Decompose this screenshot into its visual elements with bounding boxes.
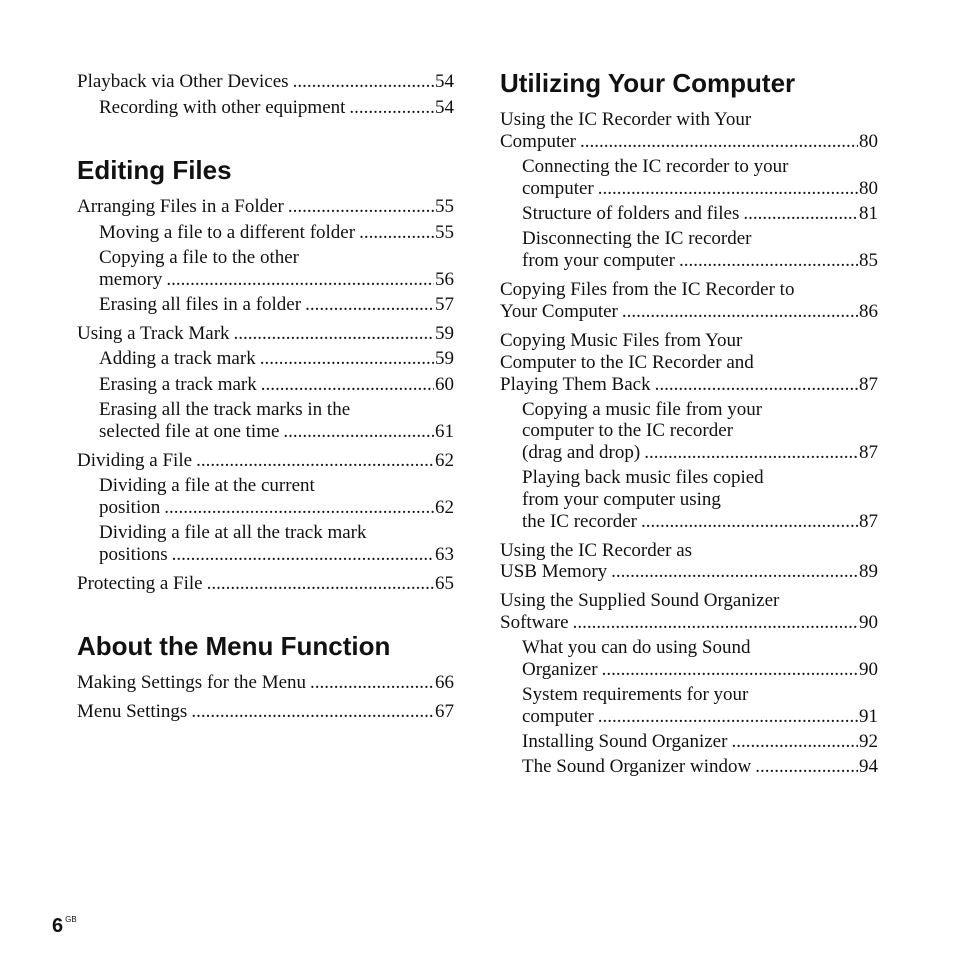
toc-entry-line[interactable]: computer to the IC recorder <box>522 420 734 441</box>
toc-entry-title: computer <box>522 178 594 199</box>
toc-page-number: 80 <box>859 178 878 199</box>
toc-entry[interactable] <box>77 450 454 472</box>
toc-page-number: 55 <box>435 222 454 243</box>
toc-entry-title: from your computer <box>522 250 676 271</box>
toc-entry[interactable] <box>522 511 878 533</box>
toc-entry-line[interactable]: Copying Music Files from Your <box>500 330 743 351</box>
toc-entry-title: Recording with other equipment <box>99 97 346 118</box>
toc-page-number: 63 <box>435 544 454 565</box>
toc-page-number: 94 <box>859 756 878 777</box>
toc-entry-title: Computer <box>500 131 576 152</box>
page-number-suffix: GB <box>65 915 77 924</box>
toc-entry-title: The Sound Organizer window <box>522 756 752 777</box>
toc-entry-line[interactable]: from your computer using <box>522 489 721 510</box>
toc-entry-title: Playing Them Back <box>500 374 651 395</box>
toc-entry[interactable] <box>99 497 454 519</box>
toc-entry-line[interactable]: Connecting the IC recorder to your <box>522 156 789 177</box>
toc-entry-line[interactable]: Copying a music file from your <box>522 399 763 420</box>
toc-page-number: 57 <box>435 294 454 315</box>
toc-entry-line[interactable]: Playing back music files copied <box>522 467 764 488</box>
toc-entry[interactable] <box>77 672 454 694</box>
toc-entry-title: Your Computer <box>500 301 618 322</box>
toc-entry[interactable] <box>99 544 454 566</box>
toc-page-number: 55 <box>435 196 454 217</box>
toc-entry[interactable] <box>522 442 878 464</box>
toc-entry[interactable] <box>522 203 878 225</box>
toc-entry[interactable] <box>500 612 878 634</box>
toc-entry-line[interactable]: What you can do using Sound <box>522 637 751 658</box>
toc-entry-line[interactable]: Computer to the IC Recorder and <box>500 352 754 373</box>
toc-entry-title: memory <box>99 269 163 290</box>
toc-page-number: 54 <box>435 71 454 92</box>
toc-entry[interactable] <box>99 97 454 119</box>
toc-entry[interactable] <box>522 756 878 778</box>
toc-entry-title: position <box>99 497 161 518</box>
toc-entry-title: Menu Settings <box>77 701 188 722</box>
toc-entry-title: Erasing all files in a folder <box>99 294 302 315</box>
toc-page-number: 89 <box>859 561 878 582</box>
toc-entry[interactable] <box>500 301 878 323</box>
toc-page-number: 92 <box>859 731 878 752</box>
toc-entry[interactable] <box>77 71 454 93</box>
toc-page-number: 91 <box>859 706 878 727</box>
toc-entry[interactable] <box>77 323 454 345</box>
toc-entry-title: Dividing a File <box>77 450 193 471</box>
toc-entry[interactable] <box>500 374 878 396</box>
toc-entry-line[interactable]: Using the IC Recorder with Your <box>500 109 752 130</box>
toc-entry-title: Making Settings for the Menu <box>77 672 307 693</box>
toc-entry-title: Moving a file to a different folder <box>99 222 356 243</box>
toc-page-number: 85 <box>859 250 878 271</box>
toc-page-number: 90 <box>859 659 878 680</box>
toc-entry[interactable] <box>522 178 878 200</box>
toc-page-number: 86 <box>859 301 878 322</box>
toc-entry-title: the IC recorder <box>522 511 637 532</box>
toc-entry-title: Arranging Files in a Folder <box>77 196 284 217</box>
toc-entry[interactable] <box>99 421 454 443</box>
toc-entry-title: computer <box>522 706 594 727</box>
toc-page-number: 87 <box>859 442 878 463</box>
toc-entry-line[interactable]: System requirements for your <box>522 684 749 705</box>
toc-entry[interactable] <box>500 131 878 153</box>
toc-page-number: 67 <box>435 701 454 722</box>
toc-entry-line[interactable]: Dividing a file at all the track mark <box>99 522 367 543</box>
toc-entry[interactable] <box>99 269 454 291</box>
toc-entry-title: Installing Sound Organizer <box>522 731 728 752</box>
toc-entry-line[interactable]: Copying Files from the IC Recorder to <box>500 279 795 300</box>
toc-entry[interactable] <box>77 573 454 595</box>
toc-entry[interactable] <box>99 374 454 396</box>
toc-entry-line[interactable]: Dividing a file at the current <box>99 475 315 496</box>
section-heading-editing-files: Editing Files <box>77 155 232 185</box>
toc-entry-line[interactable]: Using the Supplied Sound Organizer <box>500 590 780 611</box>
toc-page-number: 87 <box>859 374 878 395</box>
toc-page-number: 56 <box>435 269 454 290</box>
toc-entry[interactable] <box>522 250 878 272</box>
toc-entry-title: (drag and drop) <box>522 442 641 463</box>
toc-entry-line[interactable]: Using the IC Recorder as <box>500 540 693 561</box>
toc-page-number: 90 <box>859 612 878 633</box>
toc-page-number: 62 <box>435 497 454 518</box>
toc-entry-title: Using a Track Mark <box>77 323 230 344</box>
toc-page-number: 59 <box>435 348 454 369</box>
toc-entry[interactable] <box>522 731 878 753</box>
toc-entry[interactable] <box>99 294 454 316</box>
page-number <box>52 909 77 937</box>
toc-entry-title: Adding a track mark <box>99 348 256 369</box>
toc-entry-title: USB Memory <box>500 561 608 582</box>
toc-entry[interactable] <box>99 222 454 244</box>
toc-page-number: 87 <box>859 511 878 532</box>
toc-page-number: 60 <box>435 374 454 395</box>
toc-entry-line[interactable]: Erasing all the track marks in the <box>99 399 351 420</box>
toc-entry[interactable] <box>77 701 454 723</box>
page-number-value: 6 <box>52 915 64 937</box>
toc-page-number: 61 <box>435 421 454 442</box>
toc-entry[interactable] <box>522 659 878 681</box>
toc-entry-title: positions <box>99 544 168 565</box>
toc-entry[interactable] <box>522 706 878 728</box>
toc-page-number: 80 <box>859 131 878 152</box>
toc-page-number: 81 <box>859 203 878 224</box>
toc-page-number: 59 <box>435 323 454 344</box>
toc-entry-line[interactable]: Disconnecting the IC recorder <box>522 228 752 249</box>
toc-entry-title: Structure of folders and files <box>522 203 740 224</box>
toc-page-number: 66 <box>435 672 454 693</box>
toc-entry-title: Software <box>500 612 569 633</box>
toc-entry-title: Organizer <box>522 659 598 680</box>
toc-page-number: 54 <box>435 97 454 118</box>
toc-entry-title: selected file at one time <box>99 421 280 442</box>
toc-entry-line[interactable]: Copying a file to the other <box>99 247 299 268</box>
toc-entry[interactable] <box>77 196 454 218</box>
toc-entry-title: Playback via Other Devices <box>77 71 289 92</box>
toc-entry-title: Erasing a track mark <box>99 374 257 395</box>
section-heading-menu-function: About the Menu Function <box>77 631 391 661</box>
section-heading-utilizing-computer: Utilizing Your Computer <box>500 68 796 98</box>
toc-page-number: 65 <box>435 573 454 594</box>
toc-page-number: 62 <box>435 450 454 471</box>
toc-entry[interactable] <box>99 348 454 370</box>
toc-entry-title: Protecting a File <box>77 573 203 594</box>
toc-entry[interactable] <box>500 561 878 583</box>
